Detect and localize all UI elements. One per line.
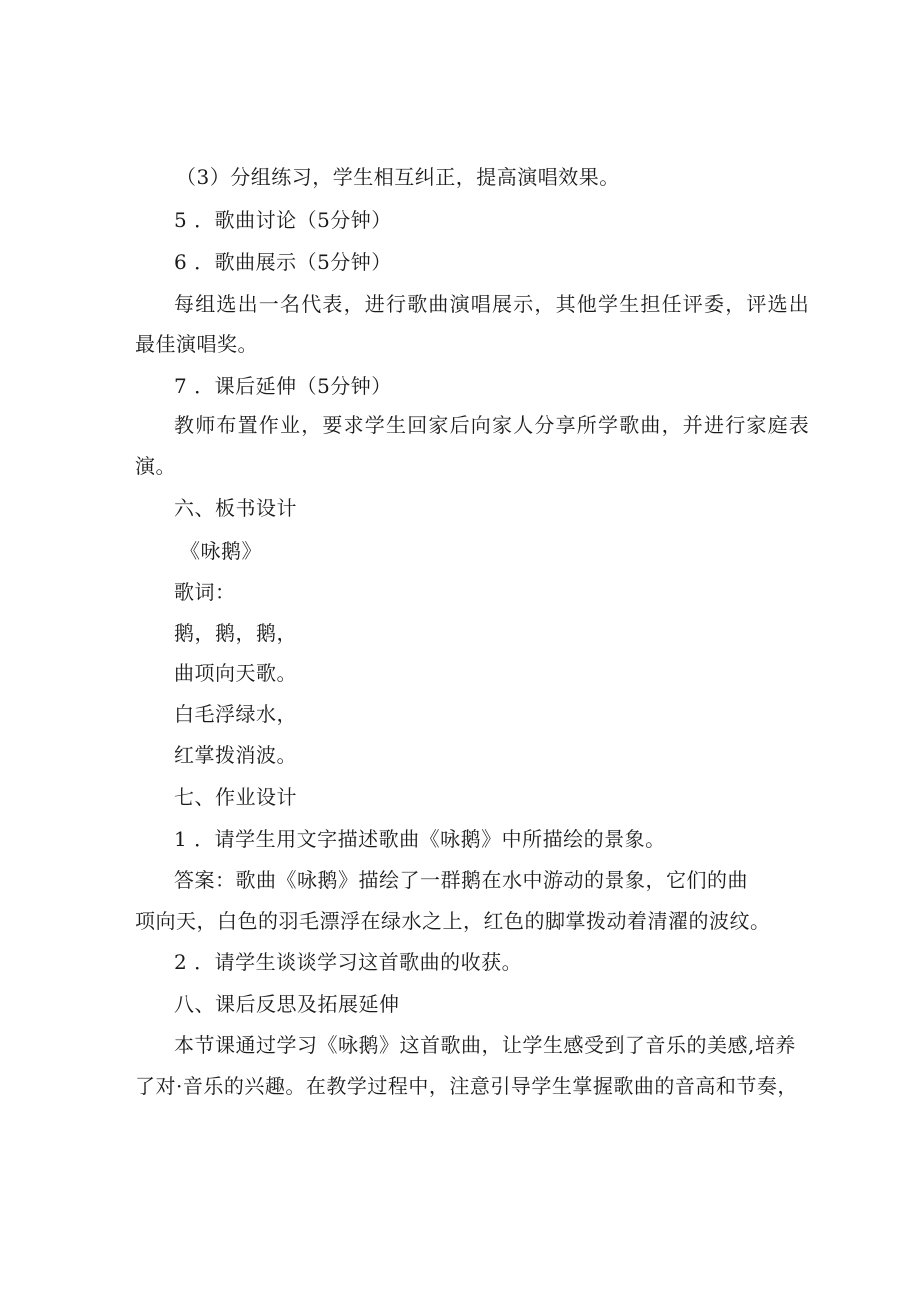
section-heading-homework-design: 七、作业设计 bbox=[174, 785, 297, 809]
reflection-line-2: 了对·音乐的兴趣。在教学过程中，注意引导学生掌握歌曲的音高和节奏， bbox=[135, 1074, 798, 1098]
text-line-homework-assignment: 教师布置作业，要求学生回家后向家人分享所学歌曲，并进行家庭表 bbox=[174, 413, 810, 437]
heading-song-discussion: 5 ．歌曲讨论（5分钟） bbox=[174, 208, 392, 232]
heading-after-class-extension: 7 ．课后延伸（5分钟） bbox=[174, 374, 392, 398]
heading-song-display: 6 ．歌曲展示（5分钟） bbox=[174, 250, 392, 274]
section-heading-reflection: 八、课后反思及拓展延伸 bbox=[174, 992, 400, 1016]
text-line-performance: 演。 bbox=[135, 454, 176, 478]
text-line-best-singer-award: 最佳演唱奖。 bbox=[135, 332, 258, 356]
homework-question-1: 1 ．请学生用文字描述歌曲《咏鹅》中所描绘的景象。 bbox=[174, 827, 666, 851]
lyrics-line-4: 红掌拨消波。 bbox=[174, 743, 297, 767]
board-lyrics-label: 歌词： bbox=[174, 580, 236, 604]
lyrics-line-1: 鹅，鹅，鹅， bbox=[174, 621, 297, 645]
homework-answer-line-1: 答案：歌曲《咏鹅》描绘了一群鹅在水中游动的景象，它们的曲 bbox=[174, 868, 748, 892]
lyrics-line-3: 白毛浮绿水， bbox=[174, 702, 297, 726]
reflection-line-1: 本节课通过学习《咏鹅》这首歌曲，让学生感受到了音乐的美感,培养 bbox=[174, 1033, 796, 1057]
text-line-group-practice: （3）分组练习，学生相互纠正，提高演唱效果。 bbox=[176, 165, 620, 189]
section-heading-board-design: 六、板书设计 bbox=[174, 496, 297, 520]
text-line-display-description: 每组选出一名代表，进行歌曲演唱展示，其他学生担任评委，评选出 bbox=[174, 292, 810, 316]
lyrics-line-2: 曲项向天歌。 bbox=[174, 661, 297, 685]
homework-answer-line-2: 项向天，白色的羽毛漂浮在绿水之上，红色的脚掌拨动着清濯的波纹。 bbox=[135, 909, 771, 933]
homework-question-2: 2 ．请学生谈谈学习这首歌曲的收获。 bbox=[174, 950, 523, 974]
board-song-title: 《咏鹅》 bbox=[180, 539, 262, 563]
